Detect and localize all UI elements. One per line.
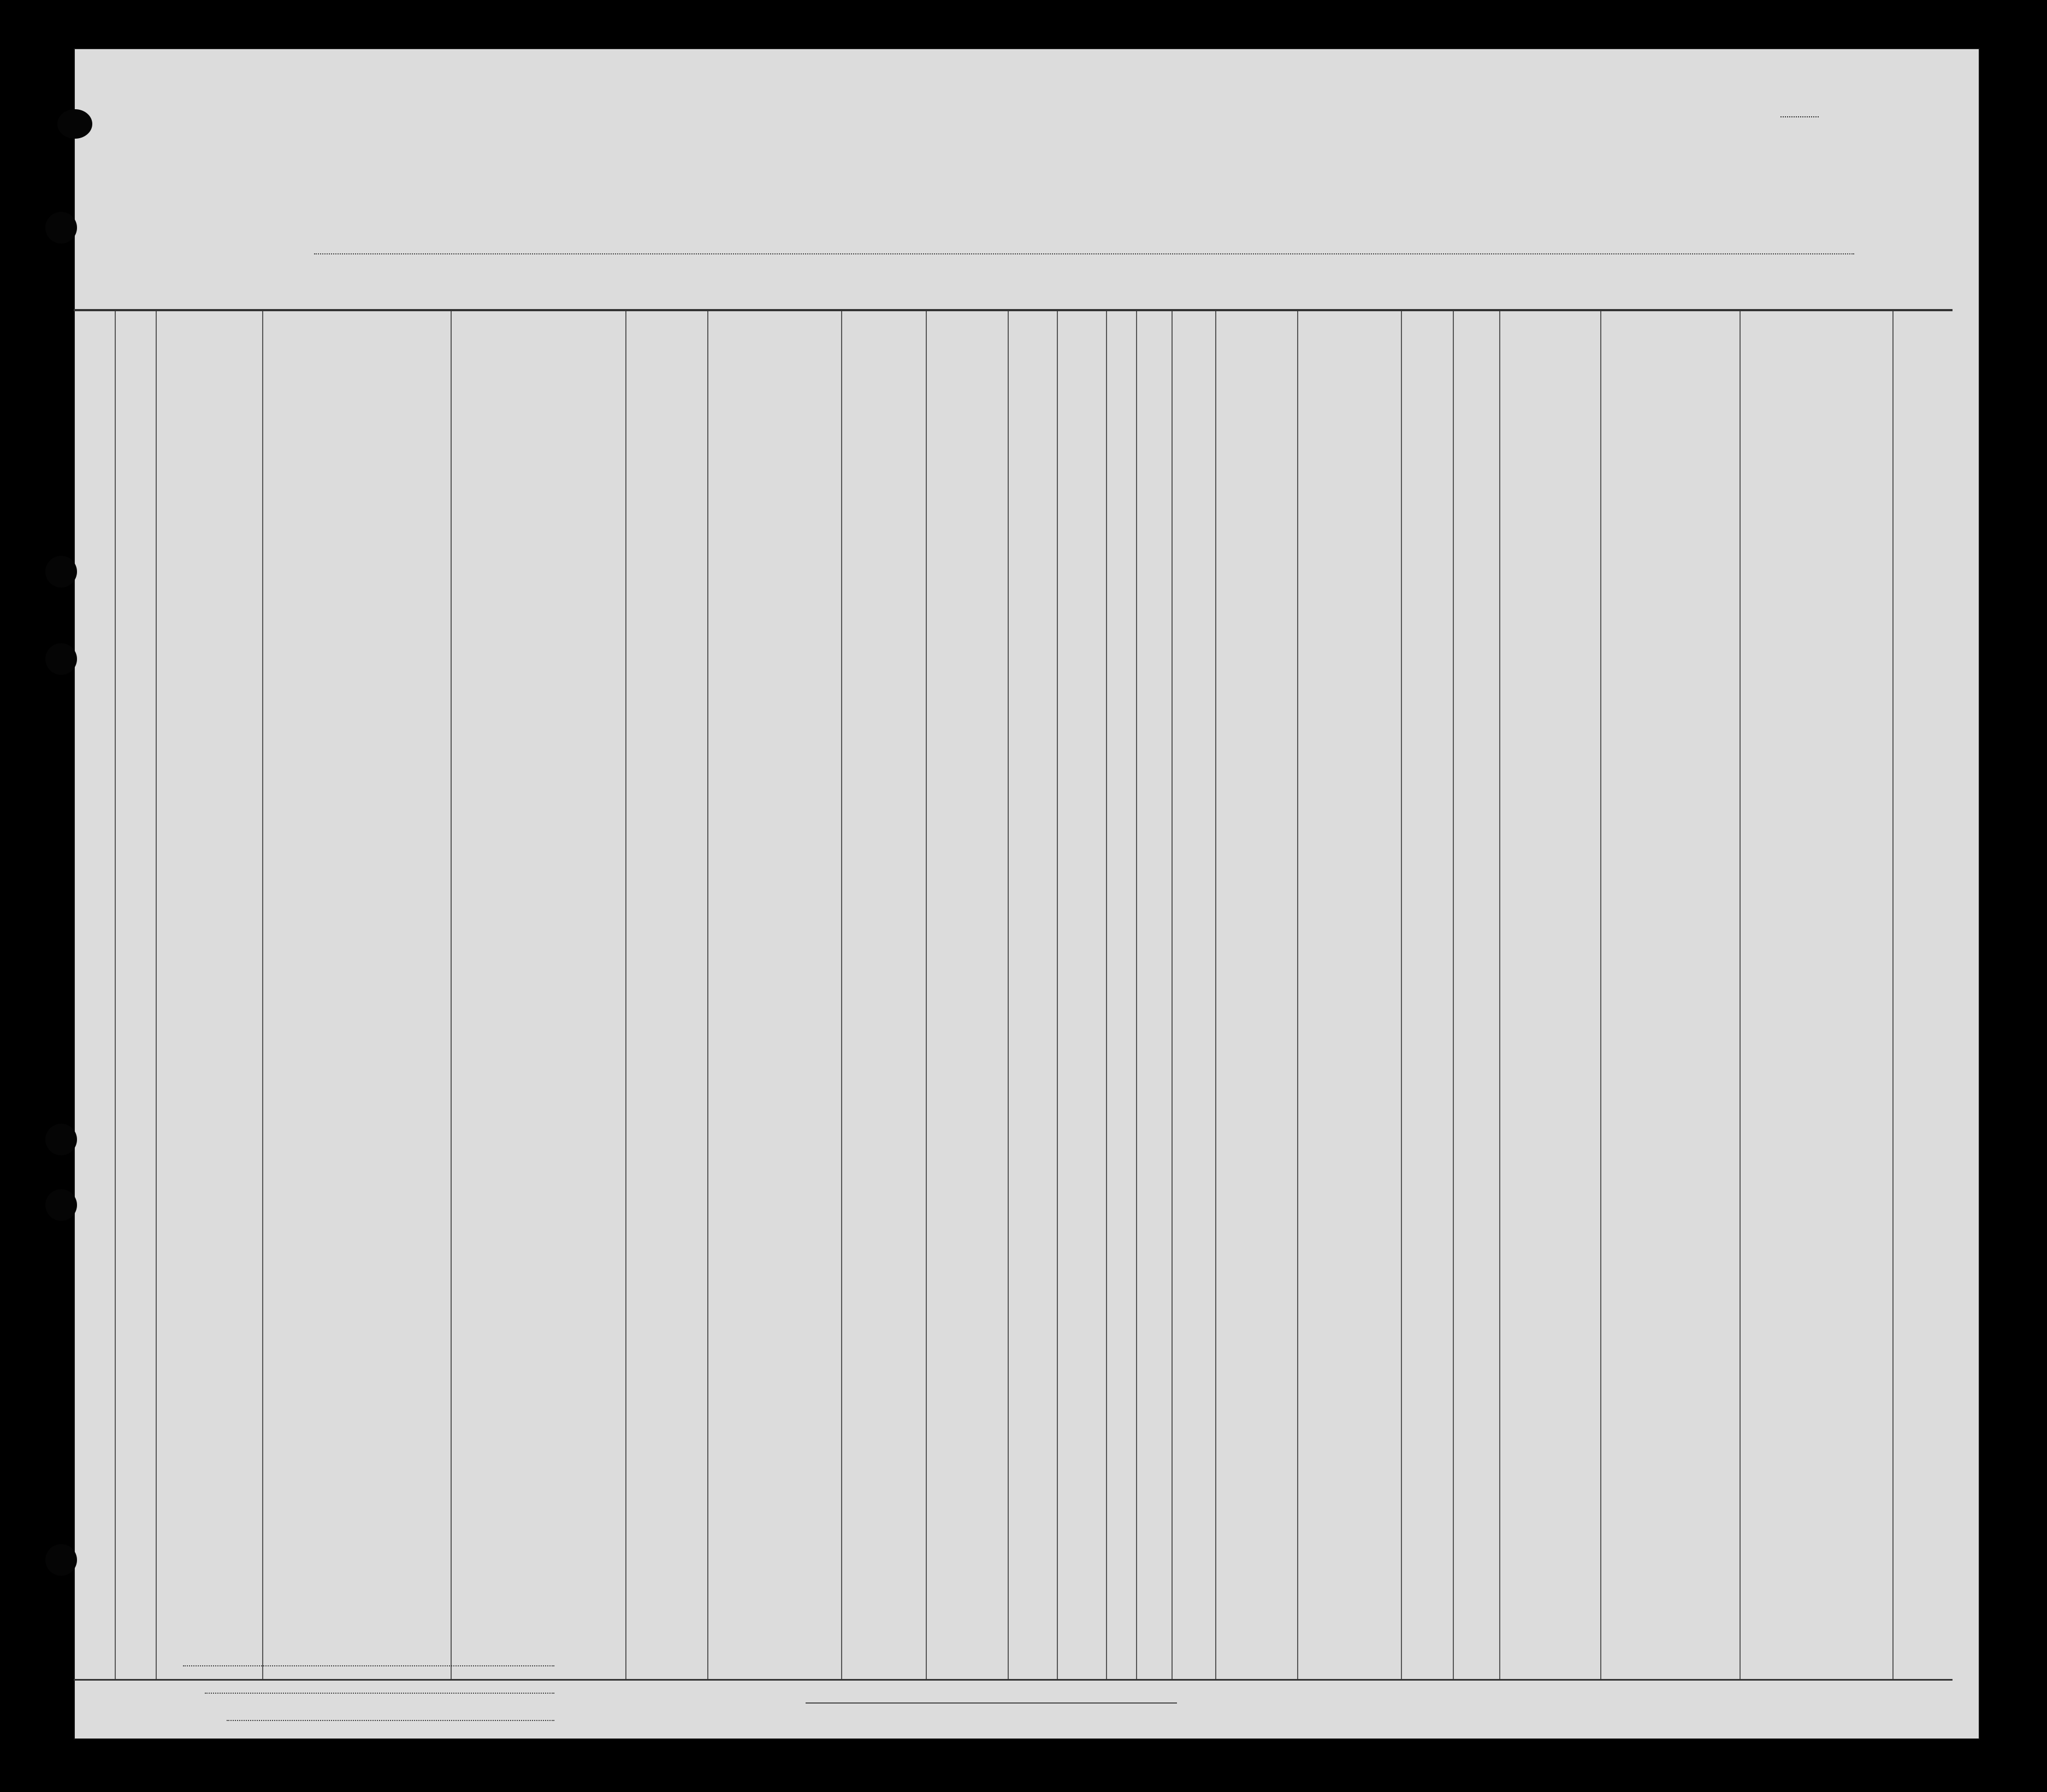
sheet-value [1780,97,1819,117]
punch-hole [45,1544,77,1576]
column-rule [1453,311,1454,1679]
footer-owners-field [205,1693,554,1694]
vessel-underline [314,253,1854,254]
column-rule [156,311,157,1679]
column-rule [1892,311,1894,1679]
punch-hole [45,1189,77,1221]
punch-hole [57,109,92,139]
column-rule [262,311,263,1679]
column-rule [1136,311,1137,1679]
column-rule [1740,311,1741,1679]
column-rule [1499,311,1500,1679]
footer-agents-field [227,1720,554,1721]
punch-hole [45,643,77,675]
punch-hole [45,556,77,588]
column-rule [841,311,842,1679]
column-rule [1106,311,1107,1679]
column-rule [1297,311,1298,1679]
punch-hole [45,212,77,244]
footer-line-field [183,1665,554,1666]
inspector-field [806,1702,1177,1704]
column-rule [625,311,626,1679]
column-rule [1057,311,1058,1679]
manifest-sheet [74,48,1980,1740]
punch-hole [45,1124,77,1155]
column-rule [1215,311,1216,1679]
vessel-line [265,222,1876,254]
column-rule [1600,311,1601,1679]
column-rule [451,311,452,1679]
crew-manifest-table [74,309,1953,1681]
column-rule [926,311,927,1679]
sheet-number-block [1780,97,1819,116]
table-body [74,311,1953,1679]
column-rule [707,311,708,1679]
column-rule [1172,311,1173,1679]
column-rule [115,311,116,1679]
column-rule [1401,311,1402,1679]
column-rule [1008,311,1009,1679]
